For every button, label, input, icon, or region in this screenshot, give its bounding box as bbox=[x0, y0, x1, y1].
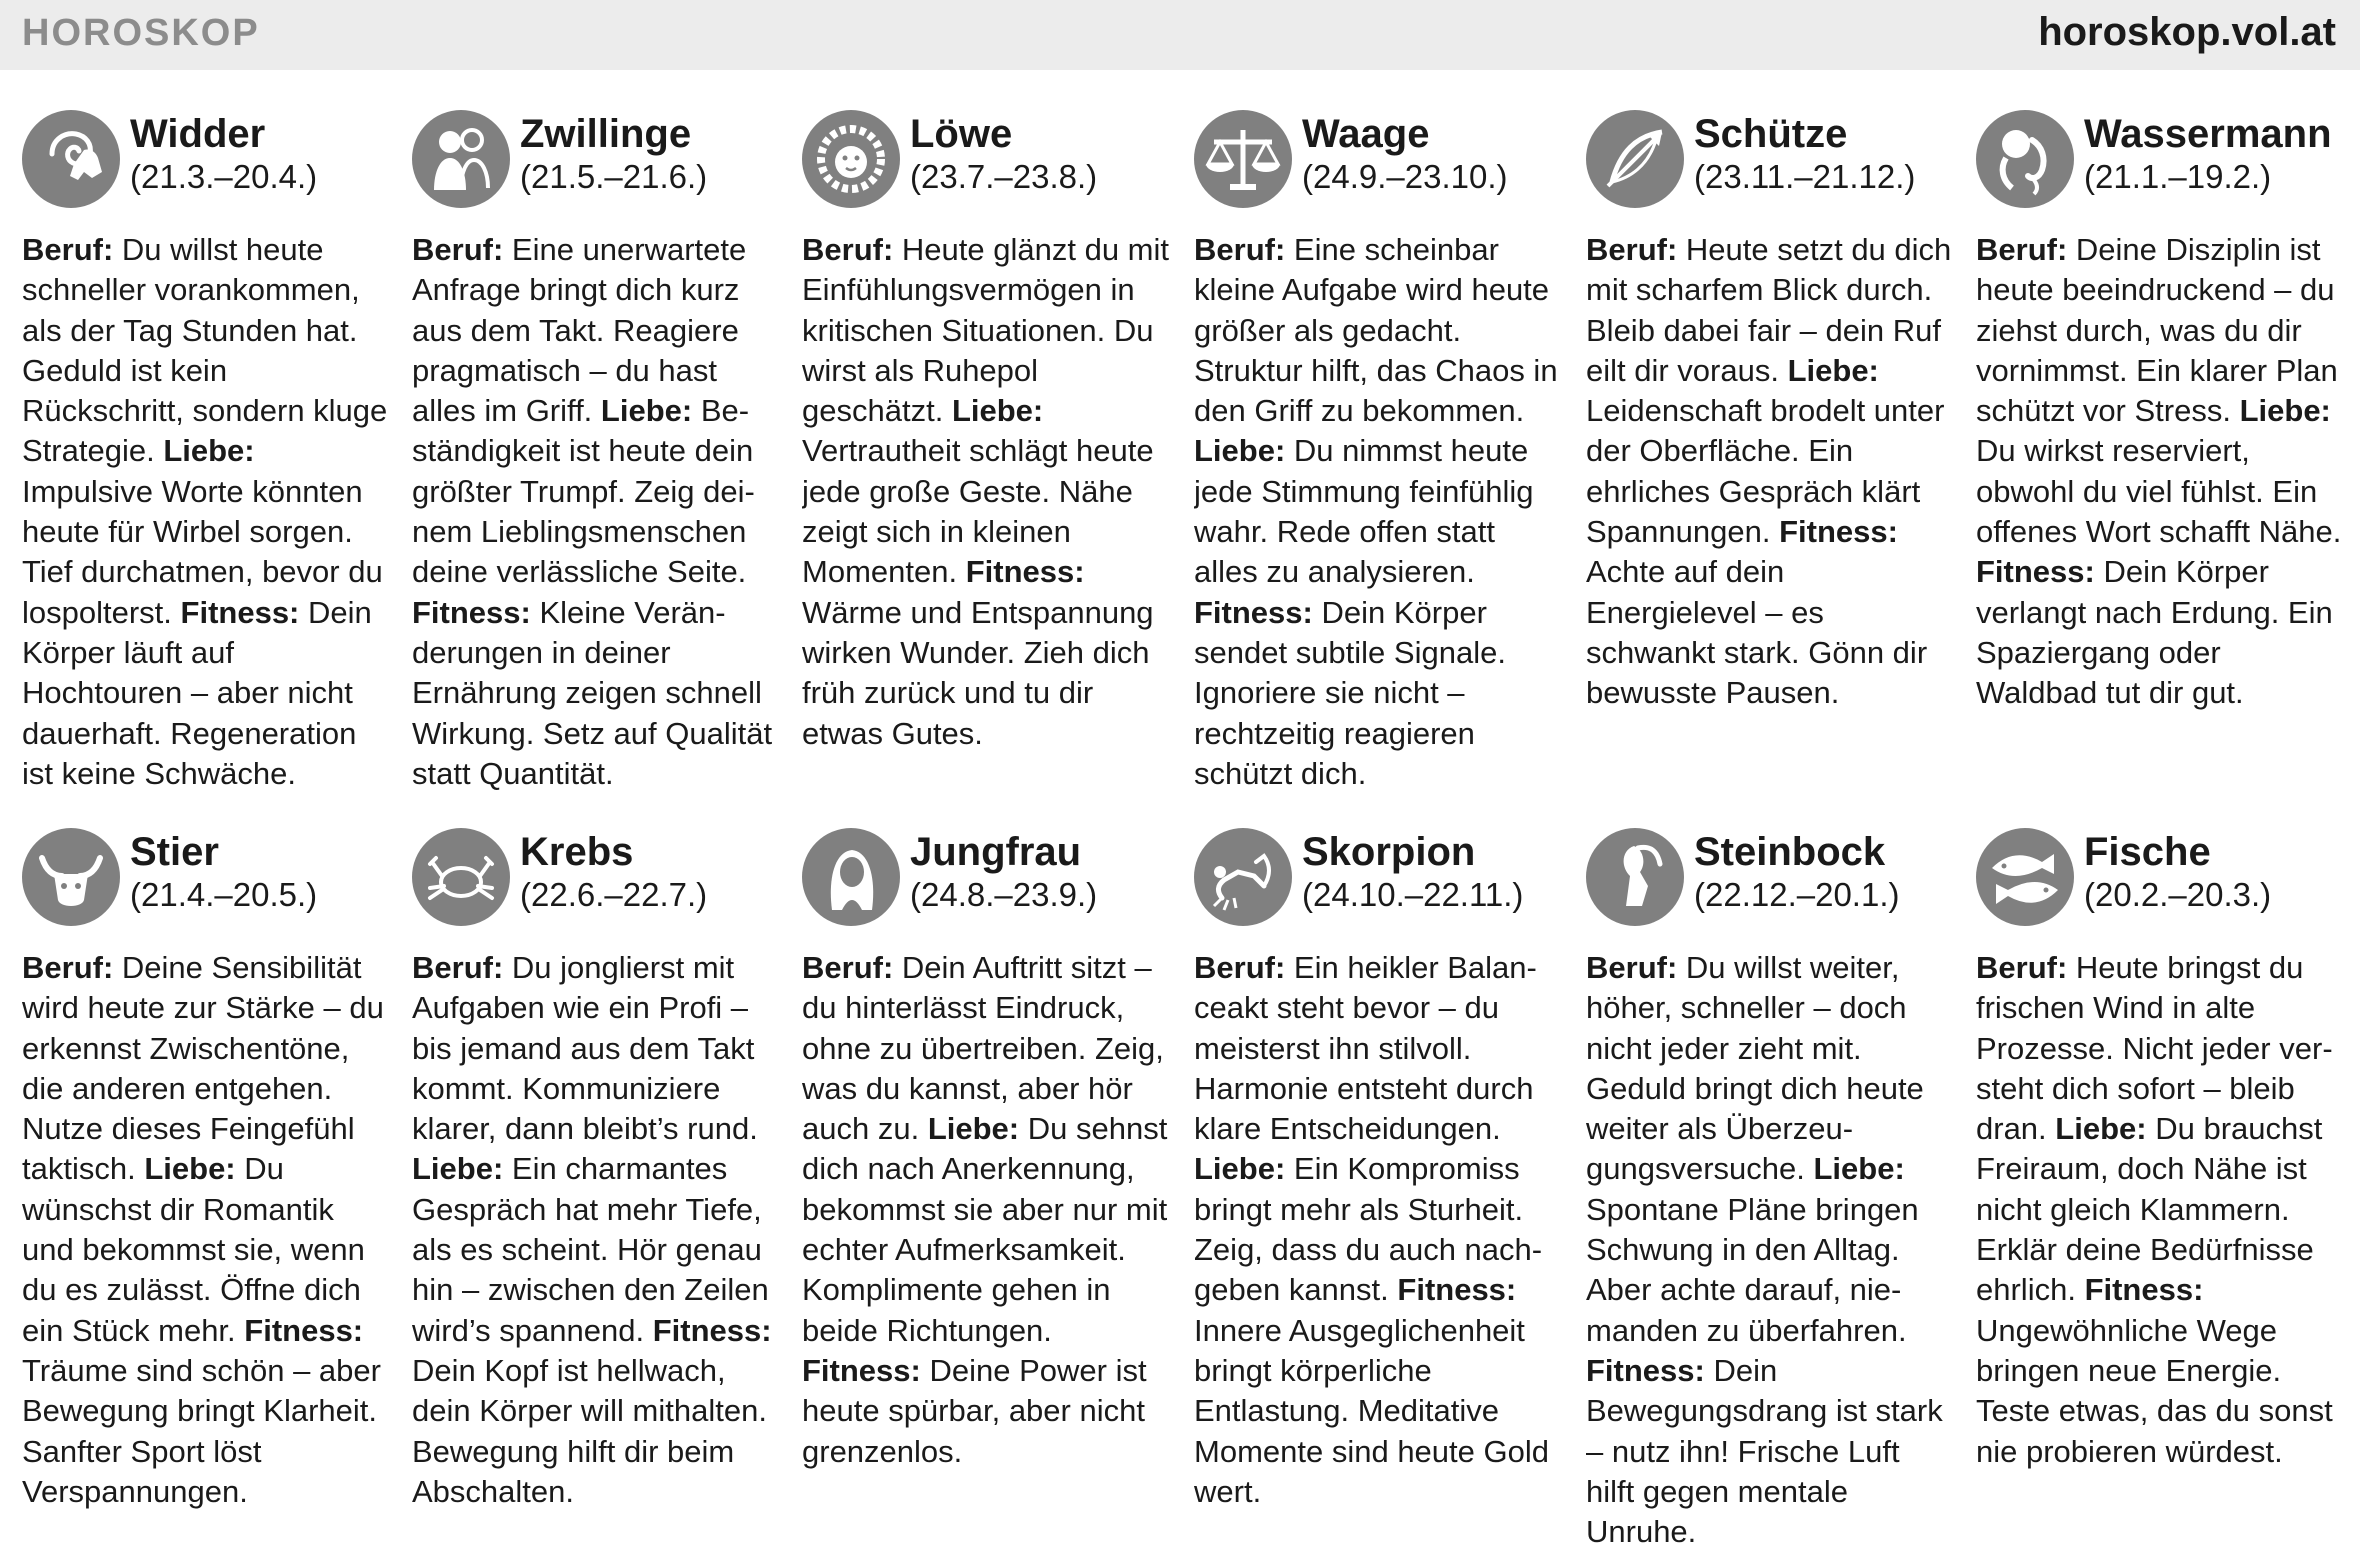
label-fitness: Fitness: bbox=[244, 1312, 364, 1348]
text-liebe: Du wünschst dir Romantik und bekommst sie, wenn du es zulässt. Öffne dich ein Stück mehr. bbox=[22, 1151, 365, 1348]
text-fitness: Dein Körper läuft auf Hochtouren – aber nicht dauerhaft. Regeneration ist keine Schwäche. bbox=[22, 594, 372, 791]
text-liebe: Leidenschaft brodelt unter der Oberfläche. Ein ehrliches Gespräch klärt Spannungen. bbox=[1586, 393, 1945, 550]
sign-header bbox=[22, 110, 392, 230]
label-fitness: Fitness: bbox=[1397, 1272, 1517, 1308]
text-liebe: Ein charmantes Gespräch hat mehr Tiefe, als es scheint. Hör genau hin – zwischen den Zeilen wird’s spannend. bbox=[412, 1151, 769, 1348]
sign-text bbox=[22, 230, 392, 794]
sign-name: Steinbock bbox=[1694, 830, 1886, 874]
sign-dates: (23.7.–23.8.) bbox=[910, 158, 1098, 195]
label-fitness: Fitness: bbox=[965, 554, 1085, 590]
label-liebe: Liebe: bbox=[1813, 1151, 1905, 1187]
text-fitness: Deine Power ist heute spürbar, aber nicht grenzenlos. bbox=[802, 1352, 1147, 1469]
text-beruf: Du jonglierst mit Aufgaben wie ein Profi – bis jemand aus dem Takt kommt. Kommuniziere klarer, dann bleibt’s rund. bbox=[412, 950, 758, 1147]
sign-card-jungfrau bbox=[802, 828, 1172, 1472]
label-liebe: Liebe: bbox=[600, 393, 693, 429]
label-fitness: Fitness: bbox=[1586, 1352, 1705, 1388]
ram-icon bbox=[22, 110, 120, 208]
sign-dates: (20.2.–20.3.) bbox=[2084, 876, 2272, 913]
label-beruf: Beruf: bbox=[802, 232, 894, 267]
sign-dates: (24.9.–23.10.) bbox=[1302, 158, 1508, 195]
label-beruf: Beruf: bbox=[22, 950, 114, 985]
sign-dates: (21.5.–21.6.) bbox=[520, 158, 708, 195]
sign-name: Stier bbox=[130, 830, 219, 874]
text-beruf: Deine Sensibilität wird heute zur Stärke – du erkennst Zwischentöne, die anderen entgehen. Nutze dieses Feingefühl taktisch. bbox=[22, 950, 384, 1187]
sign-dates: (21.3.–20.4.) bbox=[130, 158, 318, 195]
bull-icon bbox=[22, 828, 120, 926]
label-beruf: Beruf: bbox=[1194, 232, 1286, 267]
sign-dates: (22.12.–20.1.) bbox=[1694, 876, 1900, 913]
label-beruf: Beruf: bbox=[1586, 232, 1678, 267]
text-fitness: Dein Kopf ist hellwach, dein Körper will mithalten. Bewegung hilft dir beim Abschalten. bbox=[412, 1352, 767, 1509]
label-fitness: Fitness: bbox=[652, 1312, 772, 1348]
sign-header bbox=[1194, 110, 1564, 230]
label-liebe: Liebe: bbox=[144, 1151, 236, 1187]
sign-dates: (21.1.–19.2.) bbox=[2084, 158, 2272, 195]
text-beruf: Eine unerwartete Anfrage bringt dich kurz aus dem Takt. Reagiere pragmatisch – du hast alles im Griff. bbox=[412, 232, 747, 429]
sign-card-krebs bbox=[412, 828, 782, 1512]
text-beruf: Heute setzt du dich mit scharfem Blick durch. Bleib dabei fair – dein Ruf eilt dir voraus. bbox=[1586, 232, 1952, 388]
label-liebe: Liebe: bbox=[927, 1111, 1020, 1147]
sign-card-fische bbox=[1976, 828, 2346, 1472]
text-liebe: Du sehnst dich nach Anerkennung, bekommst sie aber nur mit echter Aufmerksamkeit. Komplimente gehen in beide Richtungen. bbox=[802, 1111, 1168, 1348]
sign-card-stier bbox=[22, 828, 392, 1512]
sign-header bbox=[1586, 110, 1956, 230]
sign-text bbox=[22, 948, 392, 1512]
text-fitness: Dein Bewegungsdrang ist stark – nutz ihn! Frische Luft hilft gegen mentale Unruhe. bbox=[1586, 1352, 1943, 1550]
sign-name: Widder bbox=[130, 112, 266, 156]
text-fitness: Ungewöhnliche Wege bringen neue Energie. Teste etwas, das du sonst nie probieren würdest. bbox=[1976, 1312, 2333, 1469]
sign-dates: (24.8.–23.9.) bbox=[910, 876, 1098, 913]
sign-card-wassermann bbox=[1976, 110, 2346, 714]
label-beruf: Beruf: bbox=[412, 232, 504, 267]
label-beruf: Beruf: bbox=[1976, 950, 2068, 985]
sign-text bbox=[1976, 948, 2346, 1472]
sign-header bbox=[802, 110, 1172, 230]
fish-icon bbox=[1976, 828, 2074, 926]
water-bearer-icon bbox=[1976, 110, 2074, 208]
sign-card-waage bbox=[1194, 110, 1564, 794]
sign-dates: (22.6.–22.7.) bbox=[520, 876, 708, 913]
scorpion-icon bbox=[1194, 828, 1292, 926]
text-beruf: Du willst weiter, höher, schneller – doch nicht jeder zieht mit. Geduld bringt dich heute weiter als Überzeugungsversuche. bbox=[1586, 950, 1924, 1187]
sign-header bbox=[802, 828, 1172, 948]
label-fitness: Fitness: bbox=[1194, 594, 1313, 630]
virgin-icon bbox=[802, 828, 900, 926]
text-beruf: Ein heikler Balanceakt steht bevor – du meisterst ihn stilvoll. Harmonie entsteht durch klare Entscheidungen. bbox=[1194, 950, 1537, 1147]
archer-icon bbox=[1586, 110, 1684, 208]
label-liebe: Liebe: bbox=[1194, 433, 1286, 469]
label-liebe: Liebe: bbox=[1787, 352, 1879, 388]
text-fitness: Achte auf dein Energielevel – es schwankt stark. Gönn dir bewusste Pausen. bbox=[1586, 554, 1928, 711]
sign-name: Zwillinge bbox=[520, 112, 692, 156]
sign-card-zwillinge bbox=[412, 110, 782, 794]
label-liebe: Liebe: bbox=[163, 433, 255, 469]
label-liebe: Liebe: bbox=[951, 393, 1044, 429]
sign-text bbox=[1194, 230, 1564, 794]
label-fitness: Fitness: bbox=[802, 1352, 921, 1388]
sign-text bbox=[1586, 948, 1956, 1552]
sign-header bbox=[1976, 828, 2346, 948]
label-beruf: Beruf: bbox=[22, 232, 114, 267]
sign-card-schütze bbox=[1586, 110, 1956, 714]
text-beruf: Dein Auftritt sitzt – du hinterlässt Eindruck, ohne zu übertreiben. Zeig, was du kannst, aber hör auch zu. bbox=[802, 950, 1164, 1147]
sign-name: Waage bbox=[1302, 112, 1430, 156]
sign-name: Krebs bbox=[520, 830, 634, 874]
sign-dates: (23.11.–21.12.) bbox=[1694, 158, 1916, 195]
text-liebe: Du wirkst reserviert, obwohl du viel fühlst. Ein offenes Wort schafft Nähe. bbox=[1976, 433, 2342, 550]
text-beruf: Eine scheinbar kleine Aufgabe wird heute größer als gedacht. Struktur hilft, das Chaos in den Griff zu bekommen. bbox=[1194, 232, 1558, 429]
text-liebe: Ein Kompromiss bringt mehr als Sturheit. Zeig, dass du auch nachgeben kannst. bbox=[1194, 1151, 1543, 1308]
text-fitness: Kleine Veränderungen in deiner Ernährung zeigen schnell Wirkung. Setz auf Qualität statt Quantität. bbox=[412, 594, 773, 791]
text-beruf: Du willst heute schneller vorankommen, als der Tag Stunden hat. Geduld ist kein Rückschritt, sondern kluge Strategie. bbox=[22, 232, 388, 469]
label-fitness: Fitness: bbox=[412, 594, 531, 630]
crab-icon bbox=[412, 828, 510, 926]
sign-name: Schütze bbox=[1694, 112, 1848, 156]
sign-header bbox=[22, 828, 392, 948]
sign-name: Löwe bbox=[910, 112, 1013, 156]
sign-text bbox=[1586, 230, 1956, 714]
label-beruf: Beruf: bbox=[1976, 232, 2068, 267]
label-beruf: Beruf: bbox=[412, 950, 504, 985]
sign-header bbox=[412, 110, 782, 230]
text-fitness: Träume sind schön – aber Bewegung bringt Klarheit. Sanfter Sport löst Verspannungen. bbox=[22, 1352, 381, 1509]
sign-name: Skorpion bbox=[1302, 830, 1476, 874]
sign-card-steinbock bbox=[1586, 828, 1956, 1552]
sign-card-widder bbox=[22, 110, 392, 794]
label-fitness: Fitness: bbox=[2084, 1272, 2204, 1308]
label-fitness: Fitness: bbox=[1779, 514, 1898, 550]
label-fitness: Fitness: bbox=[1976, 554, 2095, 590]
twins-icon bbox=[412, 110, 510, 208]
text-liebe: Du nimmst heute jede Stimmung feinfühlig wahr. Rede offen statt alles zu analysieren. bbox=[1194, 433, 1534, 590]
label-fitness: Fitness: bbox=[180, 594, 300, 630]
sign-text bbox=[412, 230, 782, 794]
sign-name: Jungfrau bbox=[910, 830, 1082, 874]
text-fitness: Wärme und Entspannung wirken Wunder. Zieh dich früh zurück und tu dir etwas Gutes. bbox=[802, 594, 1154, 751]
scales-icon bbox=[1194, 110, 1292, 208]
text-fitness: Dein Körper verlangt nach Erdung. Ein Spaziergang oder Waldbad tut dir gut. bbox=[1976, 554, 2333, 711]
sign-card-skorpion bbox=[1194, 828, 1564, 1512]
label-liebe: Liebe: bbox=[412, 1151, 504, 1187]
sign-header bbox=[1976, 110, 2346, 230]
sign-header bbox=[1586, 828, 1956, 948]
sign-text bbox=[1976, 230, 2346, 714]
sign-header bbox=[412, 828, 782, 948]
sign-text bbox=[802, 948, 1172, 1472]
sign-text bbox=[1194, 948, 1564, 1512]
ibex-icon bbox=[1586, 828, 1684, 926]
text-liebe: Impulsive Worte könnten heute für Wirbel sorgen. Tief durchatmen, bevor du lospolterst. bbox=[22, 473, 383, 630]
sign-dates: (21.4.–20.5.) bbox=[130, 876, 318, 913]
page-title: HOROSKOP bbox=[22, 12, 260, 54]
text-liebe: Beständigkeit ist heute dein größter Trumpf. Zeig deinem Lieblingsmenschen deine verlässliche Seite. bbox=[412, 393, 755, 590]
sign-name: Wassermann bbox=[2084, 112, 2332, 156]
sign-header bbox=[1194, 828, 1564, 948]
text-beruf: Heute glänzt du mit Einfühlungsvermögen in kritischen Situationen. Du wirst als Ruhepol geschätzt. bbox=[802, 232, 1169, 429]
label-beruf: Beruf: bbox=[802, 950, 894, 985]
text-fitness: Dein Körper sendet subtile Signale. Ignoriere sie nicht – rechtzeitig reagieren schützt dich. bbox=[1194, 594, 1506, 791]
lion-icon bbox=[802, 110, 900, 208]
text-beruf: Deine Disziplin ist heute beeindruckend – du ziehst durch, was du dir vornimmst. Ein klarer Plan schützt vor Stress. bbox=[1976, 232, 2338, 429]
sign-card-löwe bbox=[802, 110, 1172, 754]
sign-text bbox=[802, 230, 1172, 754]
text-beruf: Heute bringst du frischen Wind in alte Prozesse. Nicht jeder versteht dich sofort – bleib dran. bbox=[1976, 950, 2333, 1147]
label-beruf: Beruf: bbox=[1194, 950, 1286, 985]
sign-dates: (24.10.–22.11.) bbox=[1302, 876, 1524, 913]
text-liebe: Vertrautheit schlägt heute jede große Geste. Nähe zeigt sich in kleinen Momenten. bbox=[802, 433, 1154, 590]
site-link[interactable]: horoskop.vol.at bbox=[2038, 10, 2336, 54]
sign-text bbox=[412, 948, 782, 1512]
label-liebe: Liebe: bbox=[1194, 1151, 1286, 1187]
text-fitness: Innere Ausgeglichenheit bringt körperliche Entlastung. Meditative Momente sind heute Gold wert. bbox=[1194, 1312, 1549, 1509]
label-beruf: Beruf: bbox=[1586, 950, 1678, 985]
label-liebe: Liebe: bbox=[2239, 393, 2331, 429]
sign-name: Fische bbox=[2084, 830, 2211, 874]
text-liebe: Du brauchst Freiraum, doch Nähe ist nicht gleich Klammern. Erklär deine Bedürfnisse ehrlich. bbox=[1976, 1111, 2323, 1308]
label-liebe: Liebe: bbox=[2055, 1111, 2147, 1147]
text-liebe: Spontane Pläne bringen Schwung in den Alltag. Aber achte darauf, niemanden zu überfahren. bbox=[1586, 1191, 1919, 1348]
